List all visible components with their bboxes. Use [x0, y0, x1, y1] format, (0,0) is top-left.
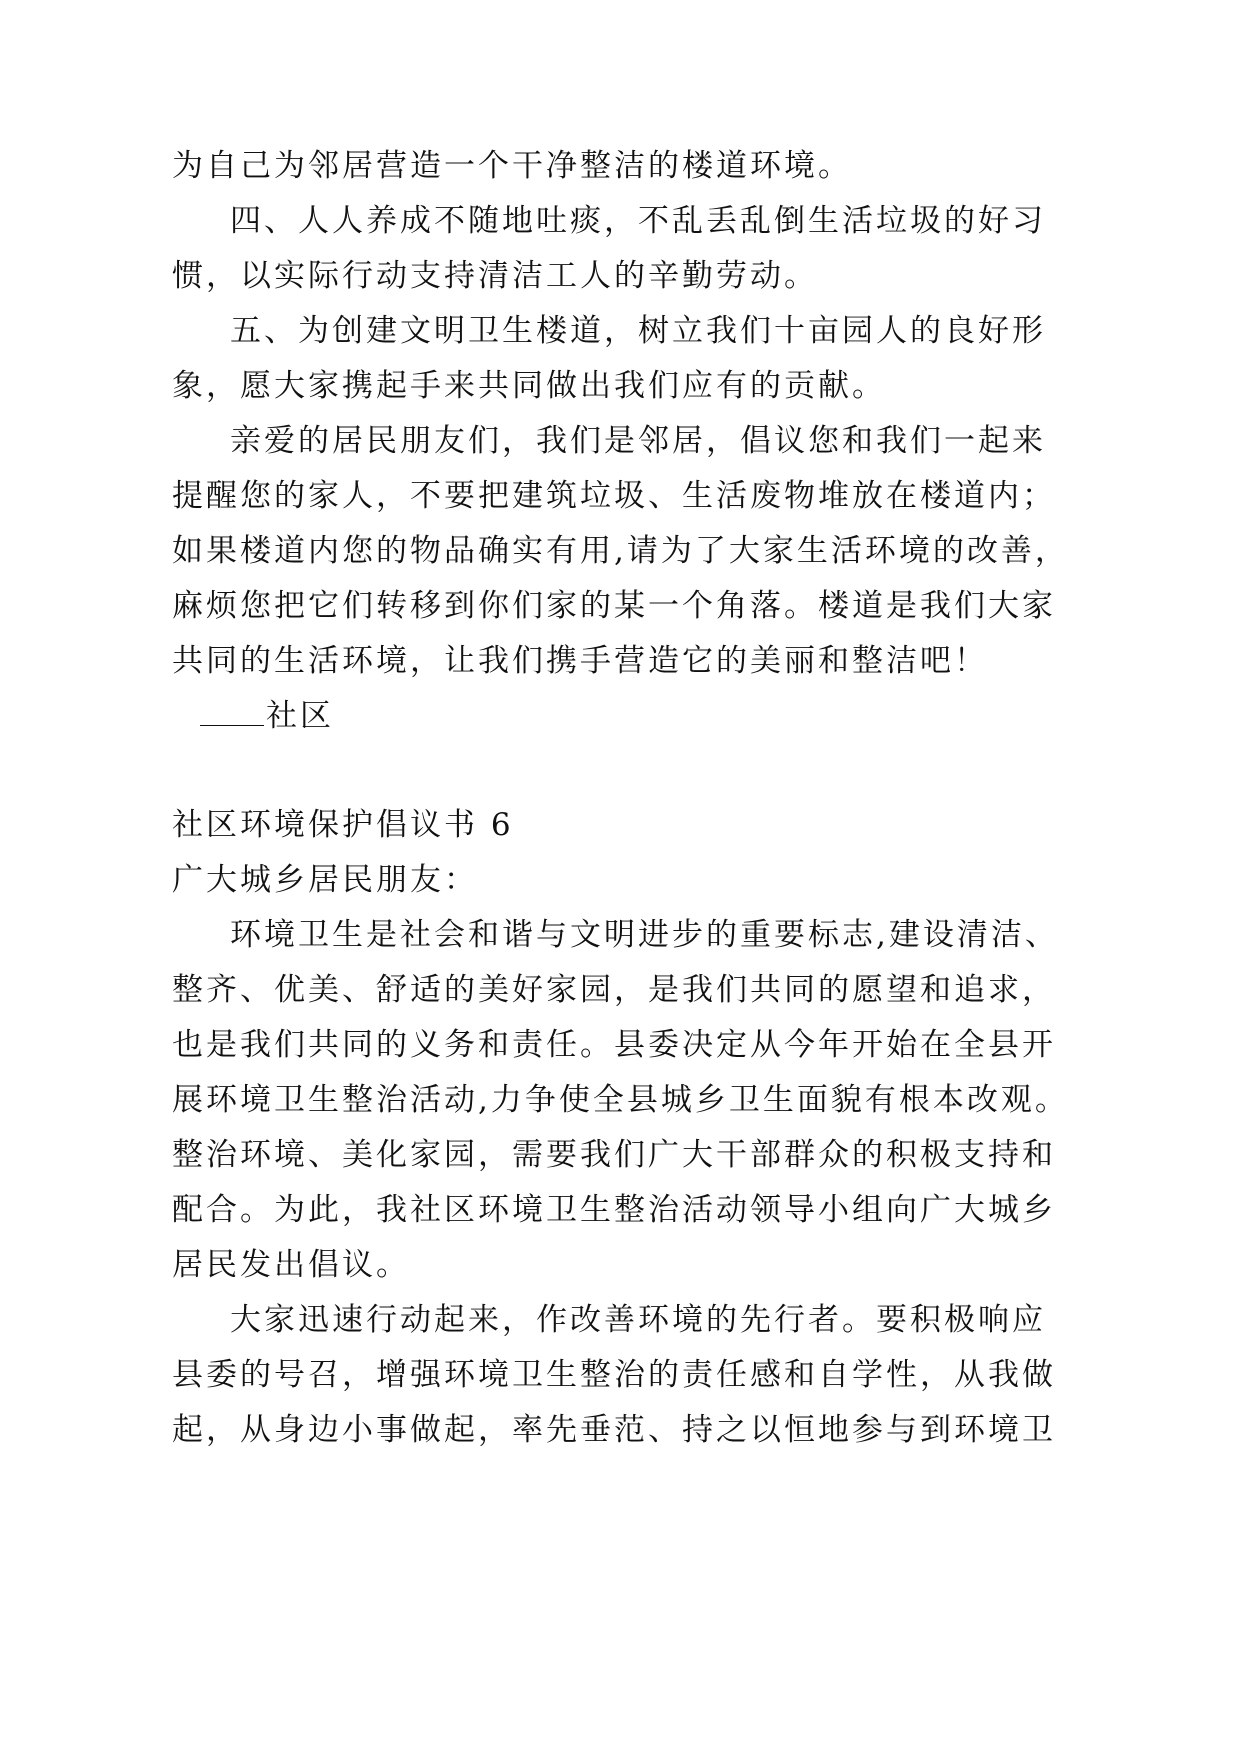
paragraph-line: 五、为创建文明卫生楼道，树立我们十亩园人的良好形	[230, 313, 1046, 349]
signature-text: 社区	[266, 698, 334, 734]
paragraph-line: 麻烦您把它们转移到你们家的某一个角落。楼道是我们大家	[172, 588, 1056, 624]
paragraph-line: 也是我们共同的义务和责任。县委决定从今年开始在全县开	[172, 1027, 1056, 1063]
paragraph-line: 四、人人养成不随地吐痰，不乱丢乱倒生活垃圾的好习	[230, 203, 1046, 239]
paragraph-line: 配合。为此，我社区环境卫生整治活动领导小组向广大城乡	[172, 1192, 1056, 1228]
signature-line	[200, 696, 400, 736]
paragraph-line: 县委的号召，增强环境卫生整治的责任感和自学性，从我做	[172, 1357, 1056, 1393]
signature-blank	[200, 699, 264, 726]
paragraph-line: 亲爱的居民朋友们，我们是邻居，倡议您和我们一起来	[230, 423, 1046, 459]
paragraph-line: 展环境卫生整治活动,力争使全县城乡卫生面貌有根本改观。	[172, 1082, 1069, 1118]
paragraph-line: 起，从身边小事做起，率先垂范、持之以恒地参与到环境卫	[172, 1412, 1056, 1448]
paragraph-line: 环境卫生是社会和谐与文明进步的重要标志,建设清洁、	[230, 917, 1059, 953]
paragraph-line: 惯，以实际行动支持清洁工人的辛勤劳动。	[172, 258, 818, 294]
paragraph-line: 象，愿大家携起手来共同做出我们应有的贡献。	[172, 368, 886, 404]
section-title: 社区环境保护倡议书 6	[172, 807, 514, 843]
paragraph-line: 大家迅速行动起来，作改善环境的先行者。要积极响应	[230, 1302, 1046, 1338]
salutation: 广大城乡居民朋友：	[172, 862, 478, 898]
paragraph-line: 如果楼道内您的物品确实有用,请为了大家生活环境的改善，	[172, 533, 1069, 569]
paragraph-line: 居民发出倡议。	[172, 1247, 410, 1283]
paragraph-line: 提醒您的家人，不要把建筑垃圾、生活废物堆放在楼道内；	[172, 478, 1056, 514]
paragraph-line: 为自己为邻居营造一个干净整洁的楼道环境。	[172, 148, 852, 184]
paragraph-line: 共同的生活环境，让我们携手营造它的美丽和整洁吧！	[172, 643, 988, 679]
paragraph-line: 整齐、优美、舒适的美好家园，是我们共同的愿望和追求，	[172, 972, 1056, 1008]
paragraph-line: 整治环境、美化家园，需要我们广大干部群众的积极支持和	[172, 1137, 1056, 1173]
